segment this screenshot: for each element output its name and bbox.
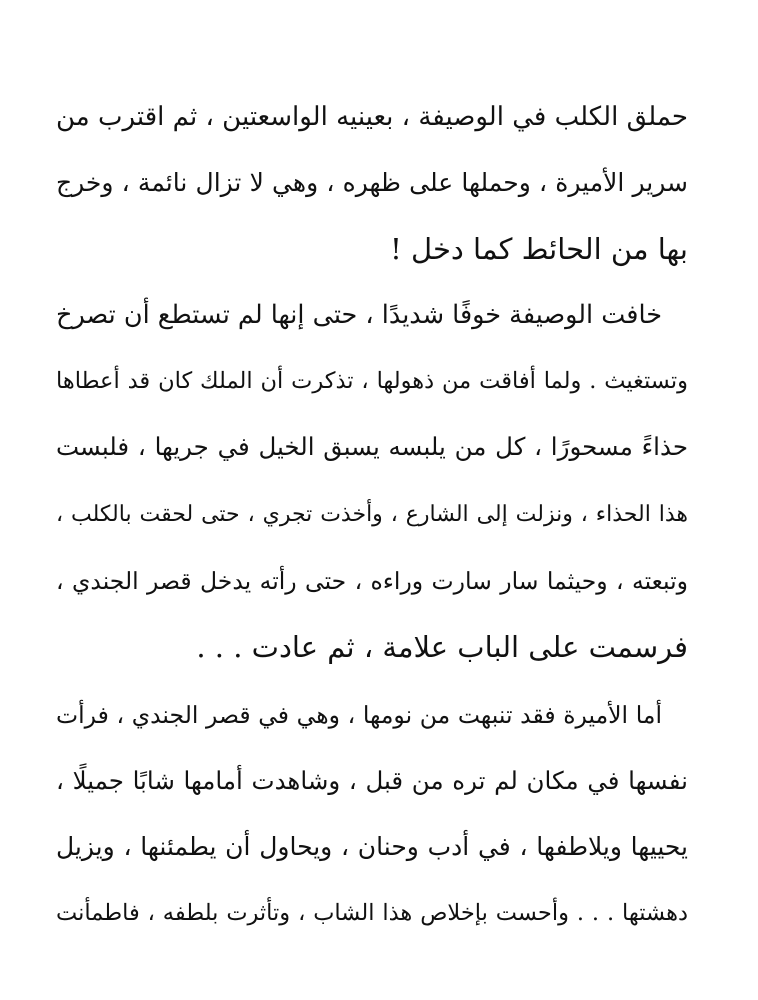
- text-line: بها من الحائط كما دخل !: [390, 232, 688, 266]
- text-line: يحييها ويلاطفها ، في أدب وحنان ، ويحاول أن يطمئنها ، ويزيل: [56, 832, 688, 861]
- text-line: سرير الأميرة ، وحملها على ظهره ، وهي لا تزال نائمة ، وخرج: [56, 168, 688, 197]
- text-line: نفسها في مكان لم تره من قبل ، وشاهدت أمامها شابًا جميلًا ،: [56, 766, 688, 795]
- text-line: وتستغيث . ولما أفاقت من ذهولها ، تذكرت أن الملك كان قد أعطاها: [56, 368, 688, 394]
- text-line: خافت الوصيفة خوفًا شديدًا ، حتى إنها لم تستطع أن تصرخ: [56, 300, 662, 330]
- text-line: هذا الحذاء ، ونزلت إلى الشارع ، وأخذت تجري ، حتى لحقت بالكلب ،: [56, 502, 688, 527]
- text-line: حذاءً مسحورًا ، كل من يلبسه يسبق الخيل في جريها ، فلبست: [56, 432, 688, 461]
- text-line: وتبعته ، وحيثما سار سارت وراءه ، حتى رأته يدخل قصر الجندي ،: [56, 567, 688, 595]
- text-line: دهشتها . . . وأحست بإخلاص هذا الشاب ، وتأثرت بلطفه ، فاطمأنت: [56, 900, 688, 926]
- text-line: فرسمت على الباب علامة ، ثم عادت . . .: [196, 630, 688, 664]
- text-line: أما الأميرة فقد تنبهت من نومها ، وهي في قصر الجندي ، فرأت: [56, 701, 662, 729]
- arabic-text-block: [56, 0, 688, 1000]
- text-line: حملق الكلب في الوصيفة ، بعينيه الواسعتين ، ثم اقترب من: [56, 102, 688, 132]
